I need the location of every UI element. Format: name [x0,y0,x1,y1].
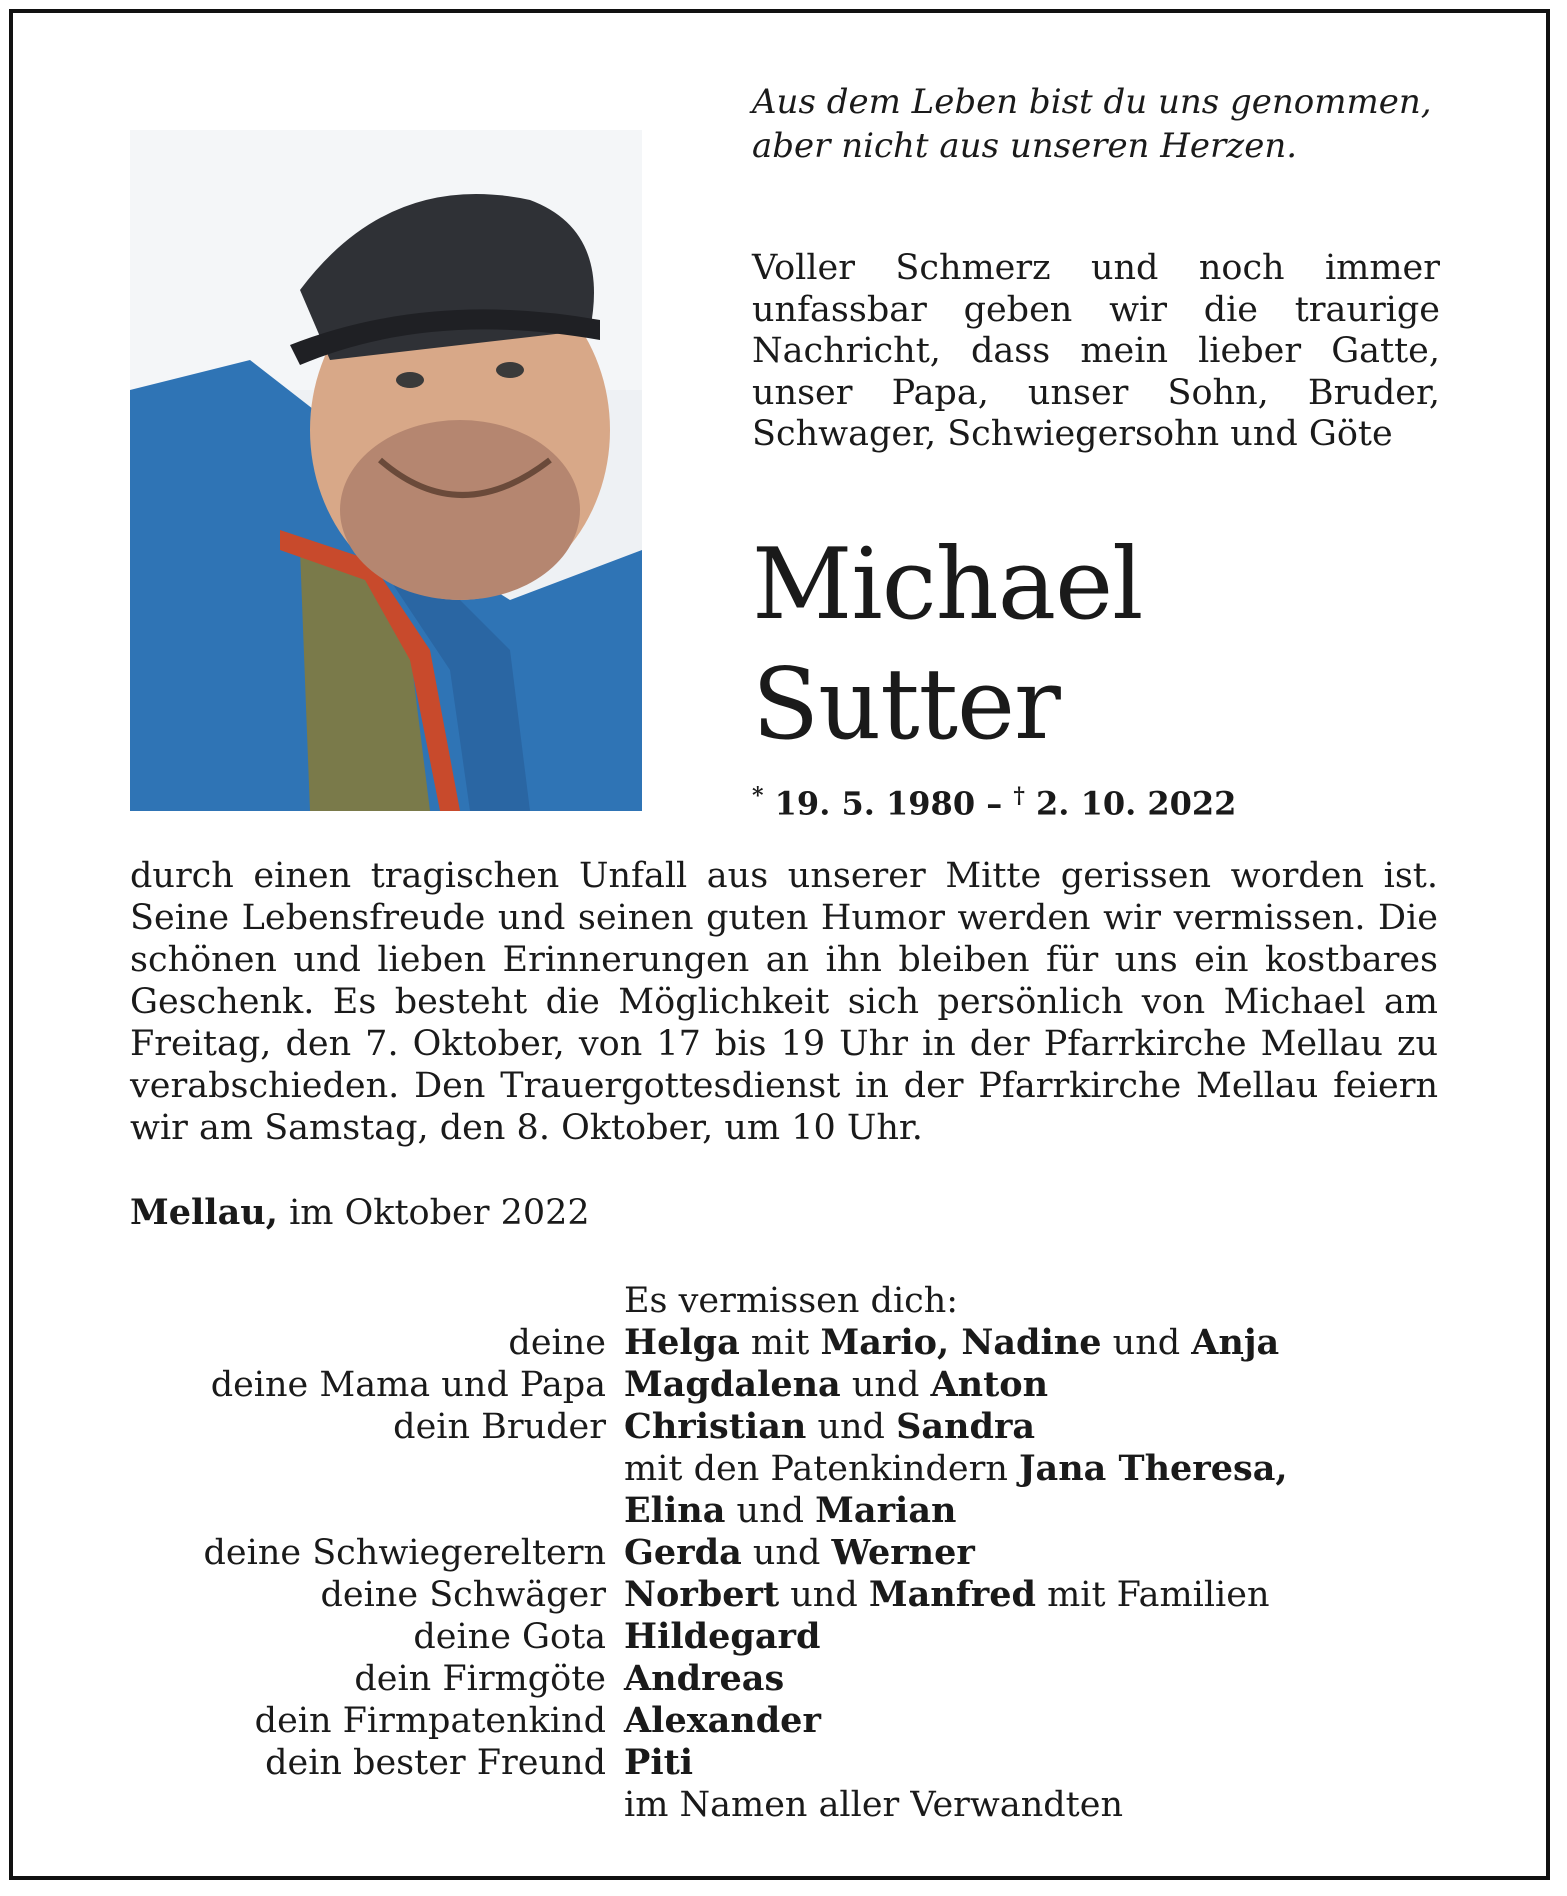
deceased-name [752,525,1142,765]
connector-text: und [725,1491,816,1531]
mourner-name: Piti [624,1742,694,1783]
connector-text: und [840,1365,931,1405]
relation-label: deine [508,1323,606,1363]
relation-label: dein Bruder [393,1407,606,1447]
list-item [130,1616,1430,1658]
relation-label: dein Firmgöte [354,1659,606,1699]
birth-symbol: * [752,783,764,809]
deceased-last-name: Sutter [752,648,1060,762]
list-item [130,1700,1430,1742]
list-item [130,1742,1430,1784]
mourner-name: Werner [831,1532,975,1573]
list-item [130,1490,1430,1532]
mourner-name: Anja [1191,1322,1280,1363]
mourner-name: Marian [815,1490,957,1531]
mourner-name: Andreas [624,1658,785,1699]
relation-label: dein bester Freund [265,1743,606,1783]
list-item [130,1532,1430,1574]
mourners-closing-row [130,1784,1430,1826]
relation-label: deine Mama und Papa [210,1365,606,1405]
motto-line: Aus dem Leben bist du uns genommen, [752,82,1432,122]
notice-body: durch einen tragischen Unfall aus unserer Mitte gerissen worden ist. Seine Lebensfreude und seinen guten Humor werden wir vermissen. Die schönen und lieben Erinnerungen an ihn bleiben für uns ein kostbares Geschenk. Es besteht die Möglichkeit sich persönlich von Michael am Freitag, den 7. Oktober, von 17 bis 19 Uhr in der Pfarrkirche Mellau zu verabschieden. Den Trauergottesdienst in der Pfarrkirche Mellau feiern wir am Samstag, den 8. Oktober, um 10 Uhr. [130,856,1438,1148]
mourner-name: Manfred [868,1574,1036,1615]
connector-text: mit Familien [1035,1575,1270,1615]
deceased-first-name: Michael [752,528,1143,642]
mourner-name: Norbert [624,1574,780,1615]
relation-label: deine Gota [413,1617,606,1657]
intro-paragraph: Voller Schmerz und noch immer unfassbar geben wir die traurige Nachricht, dass mein lieber Gatte, unser Papa, unser Sohn, Bruder, Schwager, Schwiegersohn und Göte [752,248,1440,454]
date-separator: – [975,784,1014,823]
mourner-name: Elina [624,1490,726,1531]
death-symbol: † [1013,783,1025,809]
relation-label: deine Schwiegereltern [203,1533,606,1573]
list-item [130,1364,1430,1406]
list-item [130,1322,1430,1364]
death-date: 2. 10. 2022 [1036,784,1237,823]
mourner-name: Alexander [624,1700,821,1741]
mourner-name: Hildegard [624,1616,821,1657]
connector-text: und [779,1575,869,1615]
place-date [130,1191,590,1235]
mourner-name: Helga [624,1322,740,1363]
list-item [130,1574,1430,1616]
mourners-heading: Es vermissen dich: [624,1281,959,1321]
mourner-name: Christian [624,1406,807,1447]
mourner-name: Anton [930,1364,1049,1405]
motto-line: aber nicht aus unseren Herzen. [752,126,1298,166]
birth-date: 19. 5. 1980 [774,784,976,823]
portrait-photo [130,130,642,811]
relation-label: deine Schwäger [320,1575,606,1615]
connector-text: mit [739,1323,821,1363]
list-item [130,1448,1430,1490]
connector-text: und [1101,1323,1192,1363]
mourner-name: Gerda [624,1532,742,1573]
motto-quote [752,80,1472,168]
place-town: Mellau, [130,1192,278,1233]
relation-label [130,1490,624,1532]
connector-text: und [741,1533,832,1573]
mourner-name: Mario, Nadine [820,1322,1102,1363]
mourners-closing: im Namen aller Verwandten [624,1785,1123,1825]
mourners-heading-row [130,1280,1430,1322]
mourner-name: Sandra [896,1406,1036,1447]
life-dates [752,774,1236,826]
list-item [130,1406,1430,1448]
list-item [130,1658,1430,1700]
place-month: im Oktober 2022 [289,1193,590,1233]
relation-label [130,1448,624,1490]
mourner-name: Magdalena [624,1364,841,1405]
mourner-name: Jana Theresa, [1018,1448,1288,1489]
connector-text: mit den Patenkindern [624,1449,1019,1489]
mourners-list [130,1280,1430,1826]
connector-text: und [806,1407,897,1447]
relation-label: dein Firmpatenkind [254,1701,606,1741]
